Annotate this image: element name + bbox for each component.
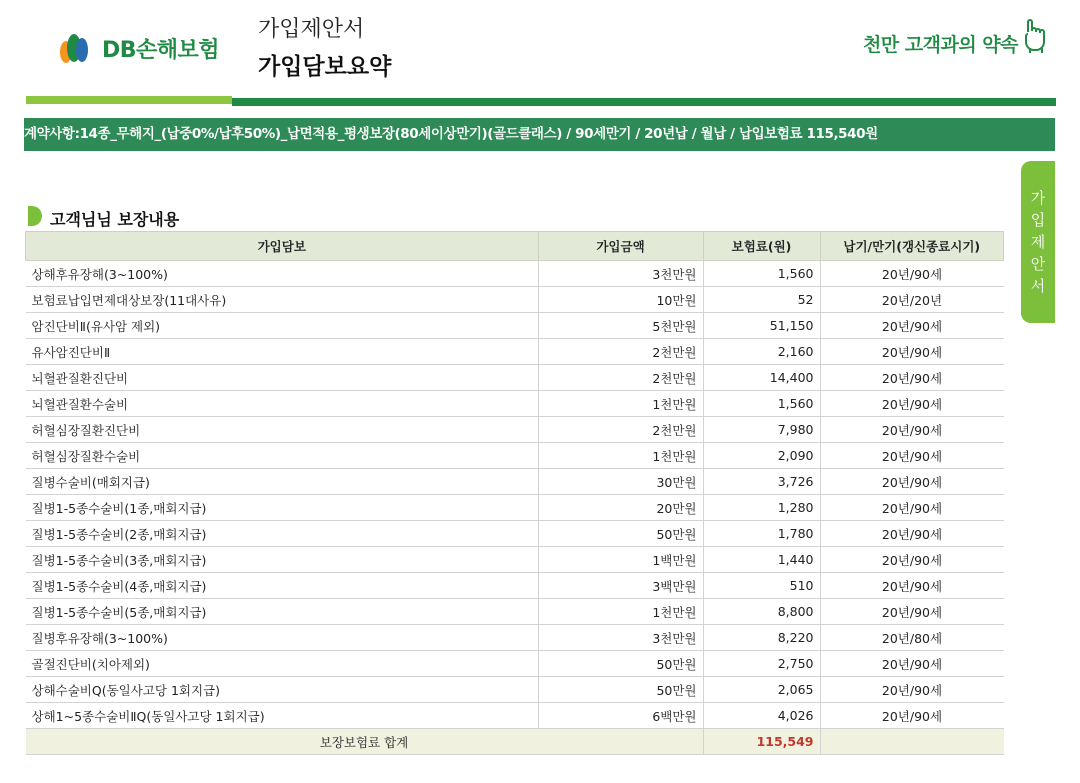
coverage-amount: 2천만원 (538, 365, 703, 391)
coverage-premium: 3,726 (703, 469, 820, 495)
side-tab-char: 안 (1030, 255, 1046, 273)
side-tab-char: 제 (1030, 233, 1046, 251)
coverage-amount: 10만원 (538, 287, 703, 313)
coverage-premium: 8,800 (703, 599, 820, 625)
coverage-name: 질병1-5종수술비(4종,매회지급) (26, 573, 539, 599)
coverage-amount: 50만원 (538, 651, 703, 677)
total-premium: 115,549 (703, 729, 820, 755)
coverage-term: 20년/80세 (820, 625, 1004, 651)
coverage-name: 질병1-5종수술비(5종,매회지급) (26, 599, 539, 625)
header-divider-dark (232, 98, 1056, 106)
coverage-amount: 20만원 (538, 495, 703, 521)
coverage-amount: 1천만원 (538, 599, 703, 625)
coverage-name: 유사암진단비Ⅱ (26, 339, 539, 365)
coverage-amount: 30만원 (538, 469, 703, 495)
side-tab-char: 입 (1030, 211, 1046, 229)
coverage-name: 보험료납입면제대상보장(11대사유) (26, 287, 539, 313)
section-title: 고객님님 보장내용 (50, 210, 180, 229)
column-header-coverage: 가입담보 (26, 232, 539, 261)
coverage-name: 질병1-5종수술비(1종,매회지급) (26, 495, 539, 521)
coverage-amount: 3천만원 (538, 261, 703, 287)
coverage-premium: 1,280 (703, 495, 820, 521)
coverage-term: 20년/90세 (820, 313, 1004, 339)
coverage-name: 뇌혈관질환수술비 (26, 391, 539, 417)
coverage-name: 상해후유장해(3~100%) (26, 261, 539, 287)
coverage-amount: 1백만원 (538, 547, 703, 573)
column-header-amount: 가입금액 (538, 232, 703, 261)
contract-summary-bar: 계약사항:14종_무해지_(납중0%/납후50%)_납면적용_평생보장(80세이상만기)(골드클래스) / 90세만기 / 20년납 / 월납 / 납입보험료 115,540원 (24, 118, 1055, 151)
coverage-premium: 1,560 (703, 391, 820, 417)
coverage-amount: 1천만원 (538, 391, 703, 417)
coverage-name: 허혈심장질환수술비 (26, 443, 539, 469)
total-row (26, 729, 1004, 755)
slogan: 천만 고객과의 약속 (862, 34, 1018, 56)
table-row (26, 287, 1004, 313)
coverage-term: 20년/90세 (820, 365, 1004, 391)
coverage-term: 20년/90세 (820, 495, 1004, 521)
coverage-name: 질병1-5종수술비(3종,매회지급) (26, 547, 539, 573)
coverage-name: 질병1-5종수술비(2종,매회지급) (26, 521, 539, 547)
coverage-term: 20년/90세 (820, 703, 1004, 729)
coverage-term: 20년/90세 (820, 391, 1004, 417)
coverage-premium: 8,220 (703, 625, 820, 651)
total-empty-cell (820, 729, 1004, 755)
coverage-term: 20년/90세 (820, 547, 1004, 573)
table-row (26, 625, 1004, 651)
coverage-table-body (26, 261, 1004, 729)
total-label: 보장보험료 합계 (26, 729, 704, 755)
coverage-premium: 4,026 (703, 703, 820, 729)
coverage-term: 20년/90세 (820, 443, 1004, 469)
side-tab-char: 서 (1030, 277, 1046, 295)
side-tab-char: 가 (1030, 189, 1046, 207)
coverage-amount: 3천만원 (538, 625, 703, 651)
table-row (26, 573, 1004, 599)
table-row (26, 443, 1004, 469)
coverage-term: 20년/20년 (820, 287, 1004, 313)
coverage-name: 허혈심장질환진단비 (26, 417, 539, 443)
coverage-table (25, 231, 1004, 755)
coverage-term: 20년/90세 (820, 261, 1004, 287)
coverage-premium: 2,065 (703, 677, 820, 703)
coverage-amount: 50만원 (538, 521, 703, 547)
coverage-amount: 6백만원 (538, 703, 703, 729)
coverage-premium: 1,780 (703, 521, 820, 547)
coverage-term: 20년/90세 (820, 573, 1004, 599)
table-row (26, 261, 1004, 287)
coverage-premium: 1,440 (703, 547, 820, 573)
coverage-name: 골절진단비(치아제외) (26, 651, 539, 677)
table-row (26, 677, 1004, 703)
coverage-name: 상해1~5종수술비ⅡQ(동일사고당 1회지급) (26, 703, 539, 729)
header-divider-light (26, 96, 232, 104)
table-row (26, 313, 1004, 339)
coverage-premium: 510 (703, 573, 820, 599)
table-row (26, 651, 1004, 677)
column-header-premium: 보험료(원) (703, 232, 820, 261)
table-row (26, 703, 1004, 729)
coverage-premium: 51,150 (703, 313, 820, 339)
side-tab-proposal[interactable] (1021, 161, 1055, 323)
coverage-name: 질병수술비(매회지급) (26, 469, 539, 495)
coverage-name: 상해수술비Q(동일사고당 1회지급) (26, 677, 539, 703)
coverage-premium: 52 (703, 287, 820, 313)
coverage-name: 암진단비Ⅱ(유사암 제외) (26, 313, 539, 339)
coverage-term: 20년/90세 (820, 521, 1004, 547)
db-logo-icon (56, 28, 96, 68)
coverage-term: 20년/90세 (820, 651, 1004, 677)
coverage-premium: 2,090 (703, 443, 820, 469)
coverage-amount: 50만원 (538, 677, 703, 703)
db-insurance-logo (56, 24, 219, 72)
table-row (26, 391, 1004, 417)
coverage-term: 20년/90세 (820, 469, 1004, 495)
section-bullet-icon (26, 206, 42, 226)
coverage-premium: 2,160 (703, 339, 820, 365)
coverage-name: 뇌혈관질환진단비 (26, 365, 539, 391)
column-header-term: 납기/만기(갱신종료시기) (820, 232, 1004, 261)
coverage-premium: 14,400 (703, 365, 820, 391)
coverage-premium: 2,750 (703, 651, 820, 677)
table-row (26, 417, 1004, 443)
hand-icon (1022, 18, 1048, 54)
brand-name: DB손해보험 (102, 37, 220, 63)
coverage-term: 20년/90세 (820, 339, 1004, 365)
coverage-premium: 1,560 (703, 261, 820, 287)
coverage-amount: 2천만원 (538, 417, 703, 443)
table-row (26, 547, 1004, 573)
table-row (26, 365, 1004, 391)
coverage-amount: 2천만원 (538, 339, 703, 365)
coverage-amount: 1천만원 (538, 443, 703, 469)
coverage-premium: 7,980 (703, 417, 820, 443)
table-row (26, 521, 1004, 547)
document-title: 가입제안서 (258, 17, 365, 42)
coverage-term: 20년/90세 (820, 677, 1004, 703)
document-subtitle: 가입담보요약 (258, 54, 392, 80)
table-row (26, 599, 1004, 625)
coverage-amount: 5천만원 (538, 313, 703, 339)
table-row (26, 495, 1004, 521)
coverage-name: 질병후유장해(3~100%) (26, 625, 539, 651)
coverage-term: 20년/90세 (820, 599, 1004, 625)
coverage-term: 20년/90세 (820, 417, 1004, 443)
table-row (26, 339, 1004, 365)
coverage-amount: 3백만원 (538, 573, 703, 599)
table-row (26, 469, 1004, 495)
